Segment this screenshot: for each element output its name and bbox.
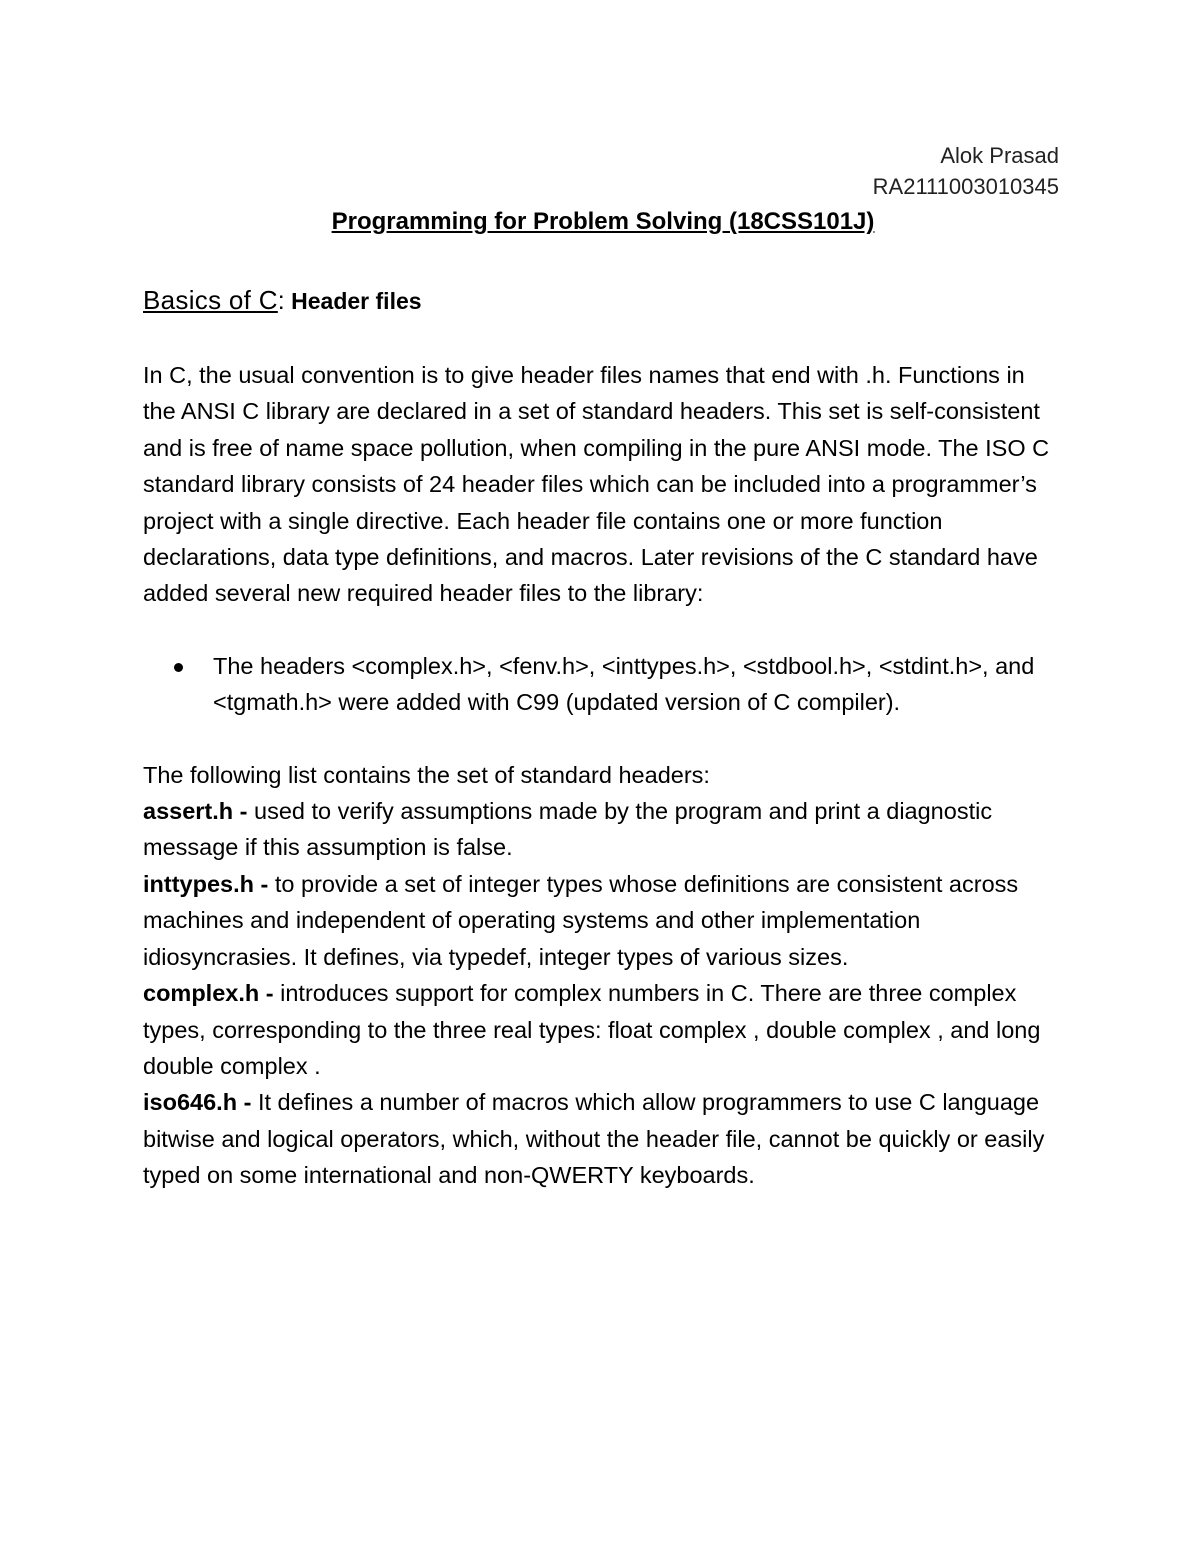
header-description: to provide a set of integer types whose definitions are consistent across machines and independent of operating systems and other implementation idiosyncrasies. It defines, via typedef, integer types of various sizes.: [143, 870, 1019, 970]
list-intro: The following list contains the set of standard headers:: [143, 761, 710, 788]
header-description: introduces support for complex numbers in C. There are three complex types, corresponding to the three real types: float complex , double complex , and long double complex .: [143, 980, 1041, 1079]
document-page: [143, 140, 1063, 1194]
header-term: complex.h -: [143, 980, 281, 1007]
bullet-dot-icon: [174, 663, 183, 672]
header-entry-inttypes: [143, 866, 1063, 975]
bullet-item: [213, 648, 1063, 721]
document-title: Programming for Problem Solving (18CSS101J): [331, 208, 875, 235]
header-entry-complex: [143, 975, 1063, 1084]
header-term: iso646.h -: [143, 1089, 258, 1116]
author-name: Alok Prasad: [940, 143, 1059, 168]
section-subtitle: Header files: [284, 288, 422, 314]
bullet-list: [143, 648, 1063, 721]
bullet-text: The headers <complex.h>, <fenv.h>, <inttypes.h>, <stdbool.h>, <stdint.h>, and <tgmath.h> were added with C99 (updated version of C compiler).: [213, 652, 1035, 716]
header-description: It defines a number of macros which allow programmers to use C language bitwise and logical operators, which, without the header file, cannot be quickly or easily typed on some international and non-QWERTY keyboards.: [143, 1089, 1045, 1189]
registration-number: RA2111003010345: [872, 174, 1059, 199]
header-entry-assert: [143, 793, 1063, 866]
author-block: [143, 140, 1059, 202]
section-label: Basics of C: [143, 285, 278, 315]
section-heading: [143, 282, 1063, 319]
header-term: assert.h -: [143, 798, 255, 825]
intro-paragraph: In C, the usual convention is to give header files names that end with .h. Functions in the ANSI C library are declared in a set of standard headers. This set is self-consistent and is free of name space pollution, when compiling in the pure ANSI mode. The ISO C standard library consists of 24 header files which can be included into a programmer’s project with a single directive. Each header file contains one or more function declarations, data type definitions, and macros. Later revisions of the C standard have added several new required header files to the library:: [143, 362, 1050, 607]
header-entry-iso646: [143, 1084, 1063, 1193]
section-separator: :: [277, 287, 285, 315]
header-term: inttypes.h -: [143, 870, 275, 897]
header-description: used to verify assumptions made by the program and print a diagnostic message if this assumption is false.: [143, 798, 993, 861]
